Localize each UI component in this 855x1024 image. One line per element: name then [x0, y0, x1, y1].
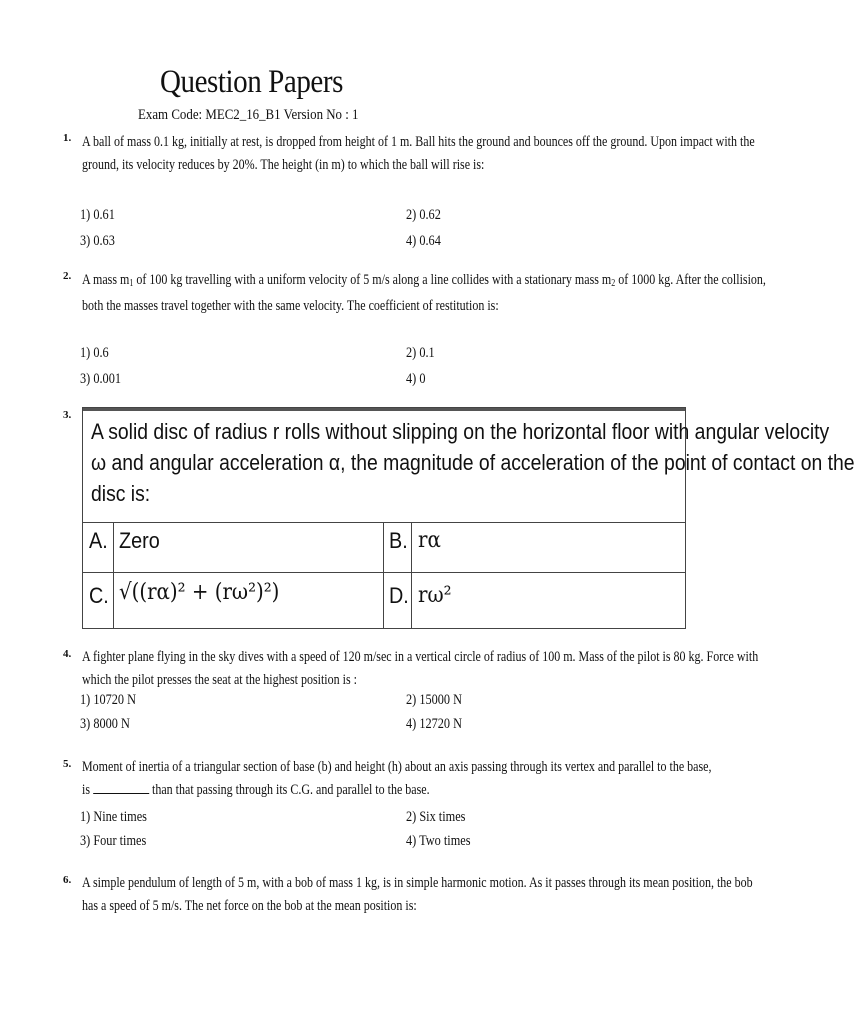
table-divider — [411, 523, 412, 628]
question-number: 6. — [63, 874, 72, 886]
question-text — [82, 131, 755, 177]
table-divider — [83, 572, 685, 573]
table-top-border — [83, 408, 685, 411]
option: 4) 0.64 — [406, 233, 441, 249]
option: 2) 0.62 — [406, 207, 441, 223]
option: 3) 0.63 — [80, 233, 115, 249]
choice-letter: A. — [89, 528, 108, 553]
choice-letter: D. — [389, 583, 409, 608]
choice-letter: C. — [89, 583, 109, 608]
subscript: 2 — [611, 278, 616, 289]
question-line: ground, its velocity reduces by 20%. The height (in m) to which the ball will rise is: — [82, 157, 485, 173]
question-number: 3. — [63, 409, 72, 421]
page-title: Question Papers — [160, 64, 343, 100]
question-text — [82, 756, 711, 802]
question-line: which the pilot presses the seat at the highest position is : — [82, 672, 357, 688]
question-line: is than that passing through its C.G. and parallel to the base. — [82, 782, 430, 798]
option: 1) 0.6 — [80, 345, 109, 361]
option: 3) 0.001 — [80, 371, 121, 387]
option: 4) 0 — [406, 371, 426, 387]
question-line: Moment of inertia of a triangular section of base (b) and height (h) about an axis passing through its vertex and parallel to the base, — [82, 759, 712, 775]
choice-value: Zero — [119, 528, 160, 553]
question-table — [82, 407, 855, 629]
choice-value: rω² — [418, 583, 452, 608]
option: 2) 15000 N — [406, 692, 463, 708]
table-question-line: disc is: — [91, 481, 151, 506]
option: 1) 0.61 — [80, 207, 115, 223]
question-line: A fighter plane flying in the sky dives with a speed of 120 m/sec in a vertical circle of radius of 100 m. Mass of the pilot is 80 kg. Force with — [82, 649, 759, 665]
question-line: A simple pendulum of length of 5 m, with a bob of mass 1 kg, is in simple harmonic motion. As it passes through its mean position, the bob — [82, 875, 753, 891]
choice-value: √((rα)² + (rω²)²) — [119, 580, 280, 605]
question-line: A ball of mass 0.1 kg, initially at rest, is dropped from height of 1 m. Ball hits the ground and bounces off the ground. Upon impact with the — [82, 134, 755, 150]
question-text — [82, 872, 753, 918]
choice-letter: B. — [389, 528, 408, 553]
option: 2) 0.1 — [406, 345, 435, 361]
option: 1) 10720 N — [80, 692, 137, 708]
question-text — [82, 646, 758, 692]
subscript: 1 — [129, 278, 134, 289]
option: 4) 12720 N — [406, 716, 463, 732]
table-question-line: ω and angular acceleration α, the magnitude of acceleration of the point of contact on the — [91, 450, 855, 475]
option: 1) Nine times — [80, 809, 147, 825]
table-question-text — [91, 416, 855, 509]
question-text — [82, 269, 766, 318]
table-divider — [383, 523, 384, 628]
fill-in-blank — [93, 781, 149, 794]
question-line: has a speed of 5 m/s. The net force on the bob at the mean position is: — [82, 898, 417, 914]
option: 4) Two times — [406, 833, 471, 849]
table-question-line: A solid disc of radius r rolls without slipping on the horizontal floor with angular velocity — [91, 419, 830, 444]
question-number: 4. — [63, 648, 72, 660]
question-number: 5. — [63, 758, 72, 770]
table-divider — [113, 523, 114, 628]
question-number: 1. — [63, 132, 72, 144]
choice-value: rα — [418, 528, 441, 553]
question-number: 2. — [63, 270, 72, 282]
table-divider — [83, 522, 685, 523]
question-line: A mass $m_1$ of 100 kg travelling with a uniform velocity of 5 m/s along a line collides with a stationary mass $m_2$ of 1000 kg. After the collision, — [82, 272, 766, 289]
option: 2) Six times — [406, 809, 466, 825]
exam-code: Exam Code: MEC2_16_B1 Version No : 1 — [138, 107, 359, 123]
question-line: both the masses travel together with the same velocity. The coefficient of restitution is: — [82, 298, 499, 314]
option: 3) 8000 N — [80, 716, 130, 732]
option: 3) Four times — [80, 833, 147, 849]
